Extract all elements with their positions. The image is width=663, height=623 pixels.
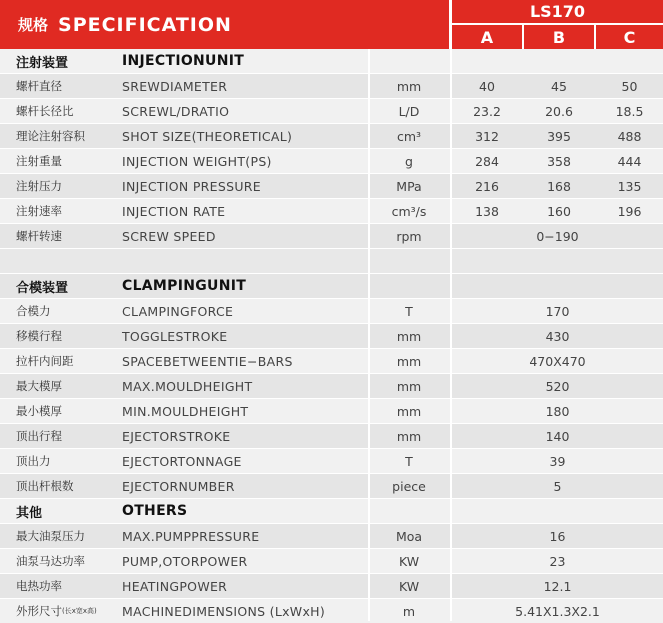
spec-name-cn <box>16 399 62 423</box>
spec-unit: mm <box>396 353 422 369</box>
spec-name-en: MACHINEDIMENSIONS (LxWxH) <box>122 603 326 619</box>
spec-value-a: 312 <box>475 128 499 144</box>
spec-name-en: EJECTORNUMBER <box>122 478 235 494</box>
spec-row <box>0 424 663 448</box>
spec-name-en: INJECTION WEIGHT(PS) <box>122 153 272 169</box>
spec-header <box>0 0 663 49</box>
spec-name-en: SCREW SPEED <box>122 228 216 244</box>
spec-value-c: 135 <box>617 178 642 194</box>
spec-value-c: 18.5 <box>615 103 644 119</box>
spec-unit: mm <box>396 403 422 419</box>
spec-name-cn <box>16 174 62 198</box>
spec-unit: mm <box>396 428 422 444</box>
column-divider <box>368 49 370 621</box>
spec-name-en: EJECTORTONNAGE <box>122 453 242 469</box>
spacer-row <box>0 249 663 273</box>
section-title-en: CLAMPINGUNIT <box>122 278 247 294</box>
spec-unit: mm <box>396 378 422 394</box>
spec-name-cn <box>16 599 97 623</box>
spec-name-cn-text: 拉杆内间距 <box>16 354 74 368</box>
spec-name-en: TOGGLESTROKE <box>122 328 228 344</box>
spec-unit: KW <box>398 553 420 569</box>
spec-row <box>0 324 663 348</box>
variant-a-header: A <box>452 25 522 49</box>
spec-value-b: 395 <box>547 128 571 144</box>
spec-unit: L/D <box>398 103 420 119</box>
spec-value-b: 160 <box>547 203 571 219</box>
spec-name-cn-text: 油泵马达功率 <box>16 554 85 568</box>
spec-name-cn-text: 理论注射容积 <box>16 129 85 143</box>
spec-row <box>0 224 663 248</box>
spec-name-cn <box>16 299 51 323</box>
spec-name-en: PUMP,OTORPOWER <box>122 553 248 569</box>
spec-unit: T <box>405 453 413 469</box>
spec-name-cn-text: 顶出杆根数 <box>16 479 74 493</box>
spec-name-cn <box>16 199 62 223</box>
spec-title-en: SPECIFICATION <box>58 13 232 36</box>
spec-value: 12.1 <box>543 578 572 594</box>
spec-name-cn <box>16 374 62 398</box>
spec-name-en: SPACEBETWEENTIE−BARS <box>122 353 293 369</box>
spec-name-cn-text: 最小模厚 <box>16 404 62 418</box>
spec-name-cn-text: 螺杆转速 <box>16 229 62 243</box>
spec-name-cn <box>16 124 85 148</box>
spec-value: 470X470 <box>529 353 586 369</box>
spec-row <box>0 199 663 223</box>
spec-name-cn <box>16 324 62 348</box>
spec-unit: Moa <box>395 528 423 544</box>
spec-unit: MPa <box>396 178 422 194</box>
column-divider <box>450 0 452 621</box>
spec-row <box>0 149 663 173</box>
spec-row <box>0 574 663 598</box>
spec-row <box>0 174 663 198</box>
spec-name-cn-text: 外形尺寸 <box>16 604 62 618</box>
spec-name-cn-text: 最大模厚 <box>16 379 62 393</box>
spec-unit: mm <box>396 328 422 344</box>
variant-b-header: B <box>524 25 594 49</box>
section-title-en: OTHERS <box>122 503 188 519</box>
spec-name-cn-text: 螺杆长径比 <box>16 104 74 118</box>
spec-unit: mm <box>396 78 422 94</box>
spec-name-cn-note: (长x宽x高) <box>62 607 97 615</box>
spec-unit: g <box>405 153 413 169</box>
spec-value: 5 <box>553 478 562 494</box>
spec-name-en: SREWDIAMETER <box>122 78 228 94</box>
spec-title-bar <box>0 0 449 49</box>
section-title-cn: 注射装置 <box>16 55 69 71</box>
spec-name-en: SCREWL/DRATIO <box>122 103 230 119</box>
spec-name-cn-text: 注射重量 <box>16 154 62 168</box>
spec-row <box>0 124 663 148</box>
spec-name-en: SHOT SIZE(THEORETICAL) <box>122 128 293 144</box>
section-row <box>0 49 663 73</box>
spec-value: 39 <box>549 453 566 469</box>
spec-value-c: 488 <box>617 128 642 144</box>
spec-name-cn-text: 注射压力 <box>16 179 62 193</box>
spec-value-c: 444 <box>617 153 642 169</box>
spec-name-en: MIN.MOULDHEIGHT <box>122 403 249 419</box>
spec-value-a: 138 <box>475 203 499 219</box>
spec-value-c: 196 <box>617 203 642 219</box>
spec-name-cn <box>16 149 62 173</box>
spec-value: 5.41X1.3X2.1 <box>515 603 600 619</box>
spec-unit: m <box>402 603 416 619</box>
spec-value: 520 <box>545 378 570 394</box>
spec-name-en: HEATINGPOWER <box>122 578 228 594</box>
spec-name-en: EJECTORSTROKE <box>122 428 231 444</box>
spec-value-b: 45 <box>551 78 567 94</box>
spec-value-c: 50 <box>621 78 638 94</box>
section-title-en: INJECTIONUNIT <box>122 53 245 69</box>
model-name: LS170 <box>452 0 663 23</box>
spec-value: 0−190 <box>536 228 579 244</box>
spec-row <box>0 74 663 98</box>
section-title-cn: 其他 <box>16 505 43 521</box>
spec-name-cn-text: 注射速率 <box>16 204 62 218</box>
spec-name-cn <box>16 224 62 248</box>
spec-name-cn-text: 顶出行程 <box>16 429 62 443</box>
spec-value: 140 <box>545 428 570 444</box>
spec-value-a: 216 <box>475 178 499 194</box>
spec-unit: T <box>405 303 413 319</box>
spec-name-cn <box>16 549 85 573</box>
spec-name-cn <box>16 424 62 448</box>
spec-name-cn-text: 移模行程 <box>16 329 62 343</box>
spec-title-cn: 规格 <box>18 16 49 34</box>
spec-name-cn <box>16 474 74 498</box>
spec-value-b: 168 <box>547 178 571 194</box>
spec-name-cn <box>16 574 62 598</box>
spec-value: 23 <box>549 553 566 569</box>
spec-name-cn-text: 顶出力 <box>16 454 51 468</box>
spec-value-b: 358 <box>547 153 571 169</box>
spec-name-cn-text: 螺杆直径 <box>16 79 62 93</box>
spec-name-cn <box>16 74 62 98</box>
spec-row <box>0 349 663 373</box>
spec-value: 180 <box>545 403 570 419</box>
spec-name-cn-text: 最大油泵压力 <box>16 529 85 543</box>
section-row <box>0 499 663 523</box>
spec-name-cn-text: 电热功率 <box>16 579 62 593</box>
spec-value-b: 20.6 <box>545 103 573 119</box>
spec-value: 16 <box>549 528 566 544</box>
spec-name-cn <box>16 449 51 473</box>
spec-name-cn-text: 合模力 <box>16 304 51 318</box>
spec-unit: piece <box>392 478 426 494</box>
spec-row <box>0 524 663 548</box>
spec-name-en: INJECTION RATE <box>122 203 226 219</box>
spec-row <box>0 299 663 323</box>
spec-unit: cm³/s <box>391 203 427 219</box>
spec-value-a: 23.2 <box>473 103 501 119</box>
spec-name-en: MAX.MOULDHEIGHT <box>122 378 253 394</box>
spec-row <box>0 474 663 498</box>
spec-value: 170 <box>545 303 570 319</box>
spec-unit: KW <box>398 578 420 594</box>
spec-unit: cm³ <box>396 128 422 144</box>
spec-row <box>0 374 663 398</box>
section-row <box>0 274 663 298</box>
spec-unit: rpm <box>396 228 422 244</box>
spec-value-a: 284 <box>475 153 499 169</box>
spec-row <box>0 449 663 473</box>
spec-value: 430 <box>545 328 570 344</box>
spec-row <box>0 549 663 573</box>
spec-name-cn <box>16 524 85 548</box>
spec-name-cn <box>16 349 74 373</box>
spec-row <box>0 399 663 423</box>
spec-row <box>0 99 663 123</box>
spec-name-cn <box>16 99 74 123</box>
spec-name-en: CLAMPINGFORCE <box>122 303 234 319</box>
section-title-cn: 合模装置 <box>16 280 69 296</box>
spec-name-en: INJECTION PRESSURE <box>122 178 261 194</box>
spec-value-a: 40 <box>479 78 495 94</box>
spec-name-en: MAX.PUMPPRESSURE <box>122 528 260 544</box>
variant-c-header: C <box>596 25 663 49</box>
spec-row <box>0 599 663 623</box>
